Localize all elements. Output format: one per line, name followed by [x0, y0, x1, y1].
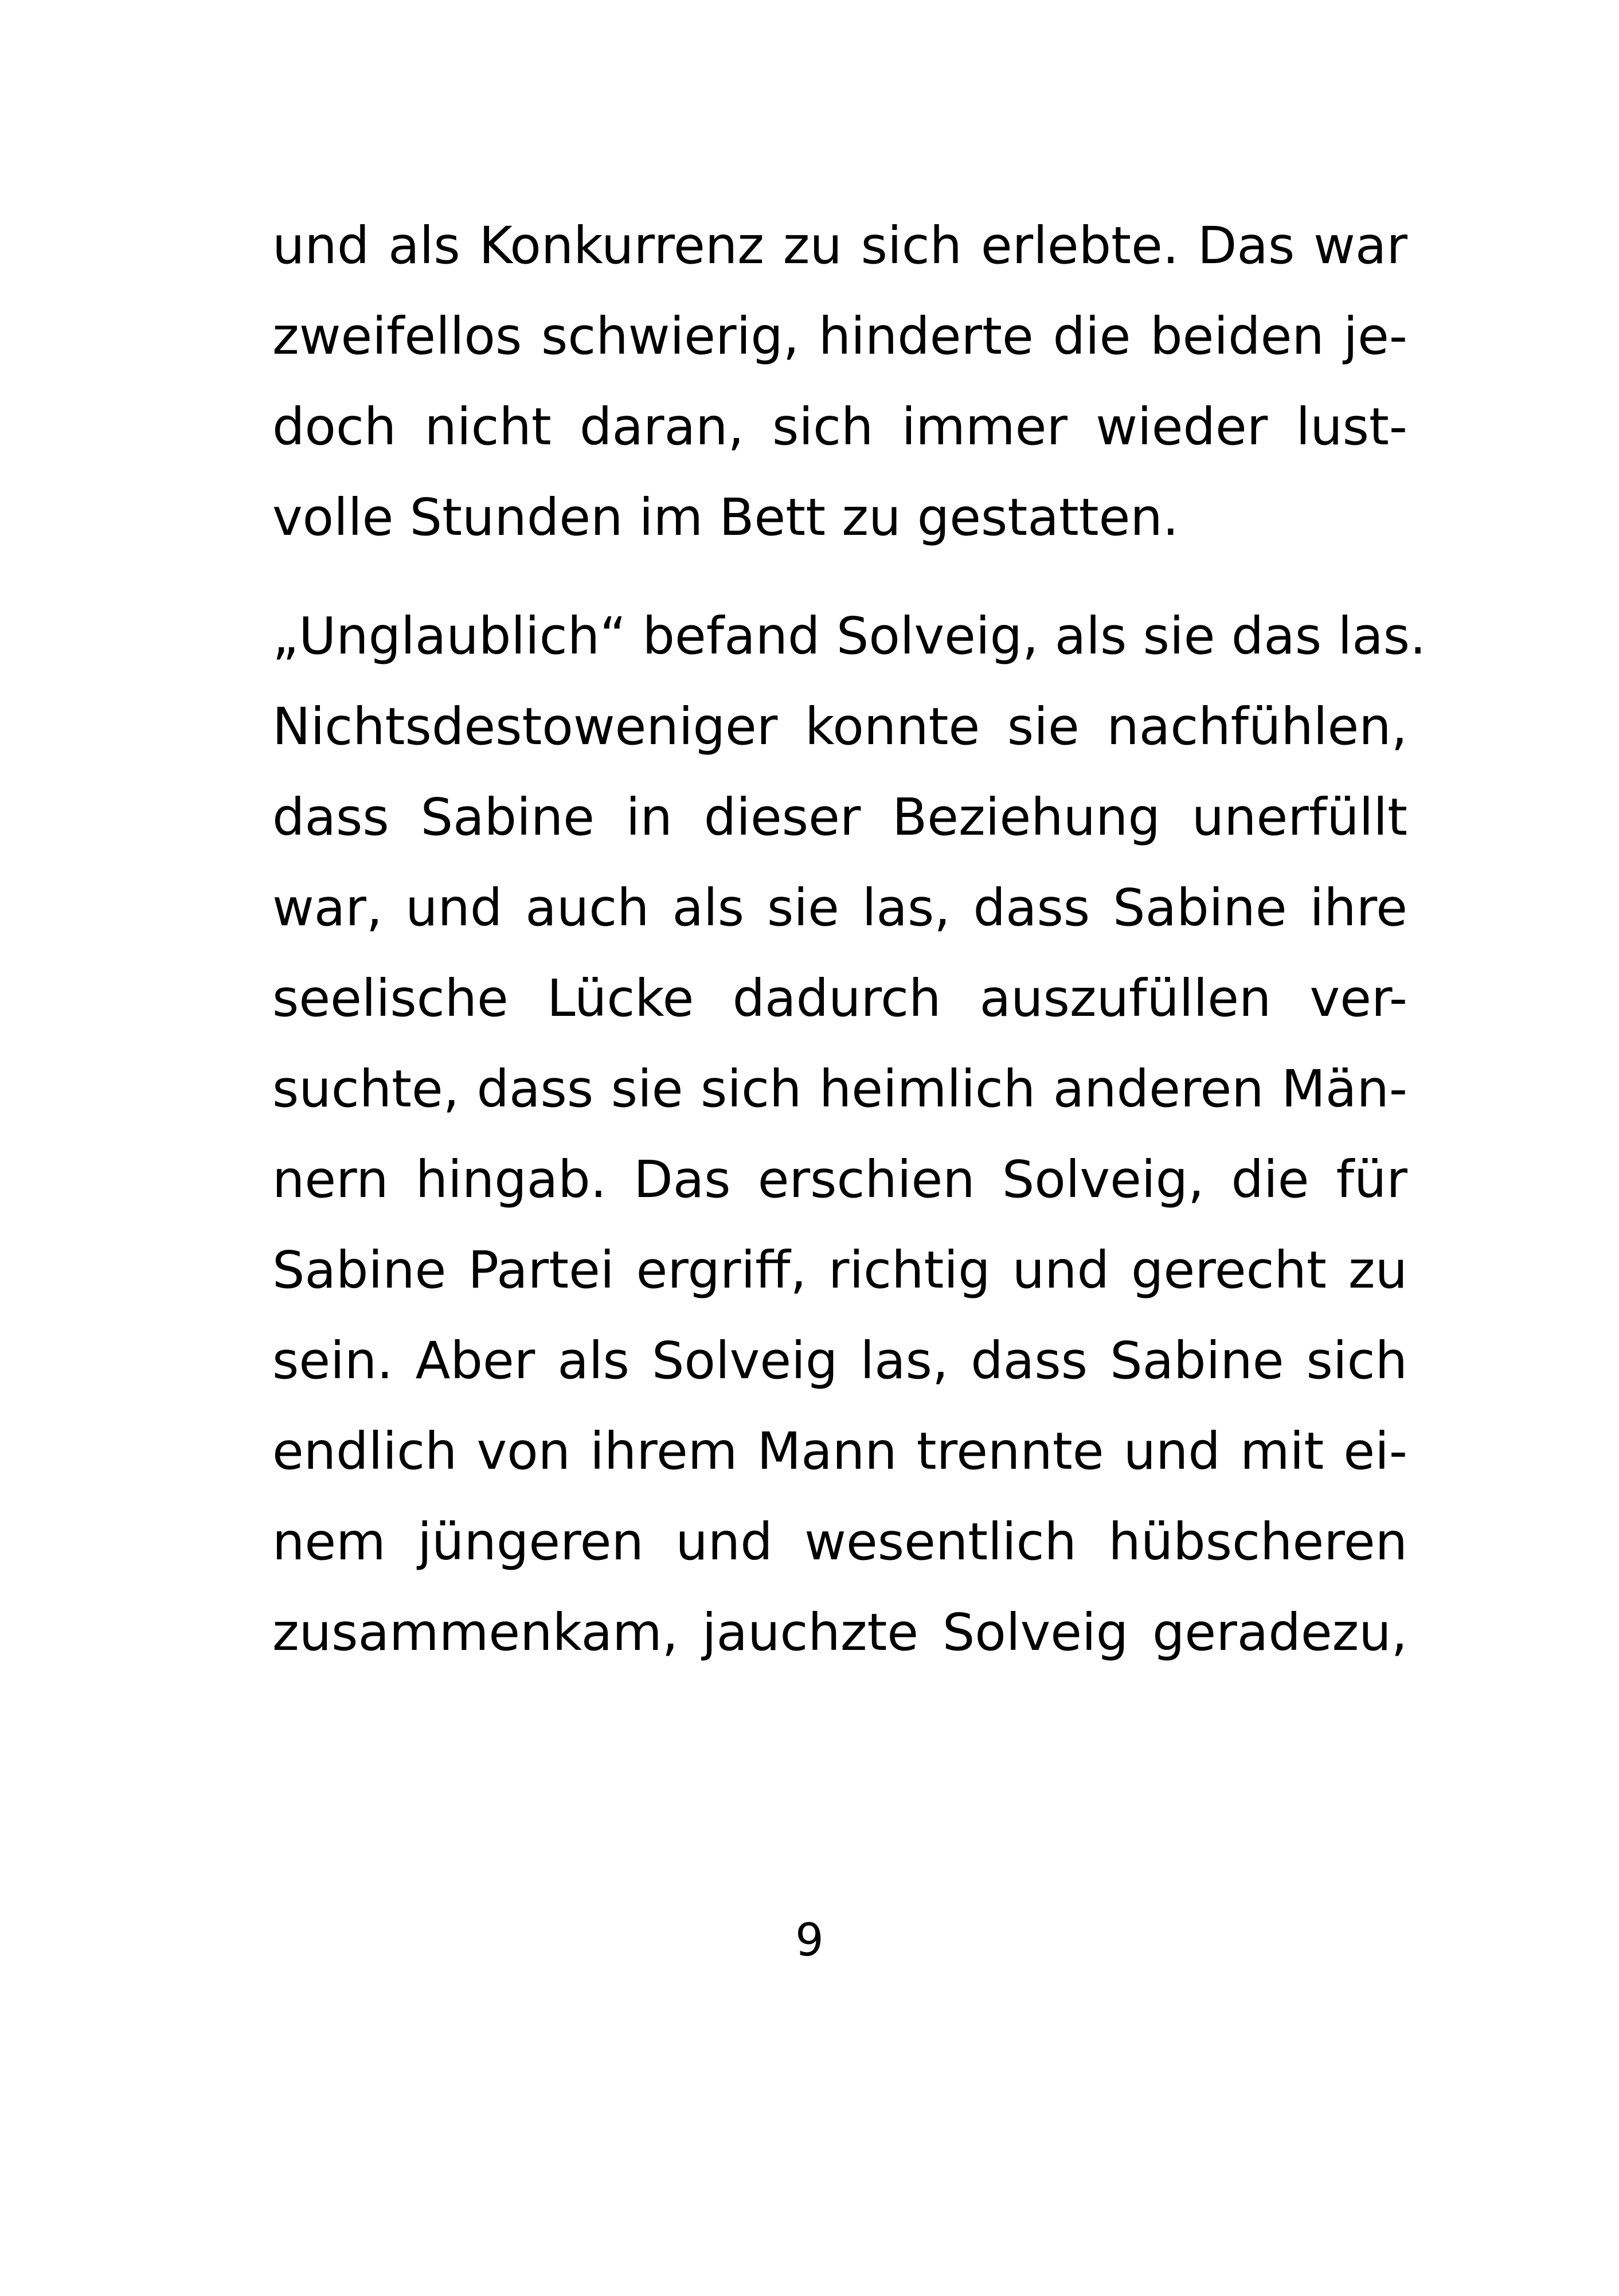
text-line: volle Stunden im Bett zu gestatten. — [272, 487, 1179, 547]
page-number: 9 — [795, 1915, 824, 1966]
text-line: dass Sabine in dieser Beziehung unerfüllt — [272, 787, 1407, 847]
text-line: Nichtsdestoweniger konnte sie nachfühlen, — [272, 697, 1407, 756]
text-line: seelische Lücke dadurch auszufüllen ver- — [272, 968, 1407, 1028]
text-line: doch nicht daran, sich immer wieder lust- — [272, 397, 1407, 456]
text-line: sein. Aber als Solveig las, dass Sabine sich — [272, 1331, 1407, 1390]
text-line: und als Konkurrenz zu sich erlebte. Das war — [272, 216, 1407, 275]
text-line: zusammenkam, jauchzte Solveig geradezu, — [272, 1602, 1407, 1662]
text-line: Sabine Partei ergriff, richtig und gerecht zu — [272, 1240, 1407, 1300]
text-line: endlich von ihrem Mann trennte und mit ei- — [272, 1421, 1407, 1481]
text-line: war, und auch als sie las, dass Sabine ihre — [272, 878, 1407, 937]
text-line: suchte, dass sie sich heimlich anderen Män- — [272, 1059, 1407, 1118]
text-line: „Unglaublich“ befand Solveig, als sie das las. — [272, 606, 1426, 666]
paragraph-1 — [272, 200, 1407, 562]
text-line: nern hingab. Das erschien Solveig, die für — [272, 1149, 1407, 1209]
paragraph-2 — [272, 590, 1426, 1677]
text-line: nem jüngeren und wesentlich hübscheren — [272, 1512, 1407, 1571]
text-line: zweifellos schwierig, hinderte die beiden je- — [272, 306, 1407, 366]
